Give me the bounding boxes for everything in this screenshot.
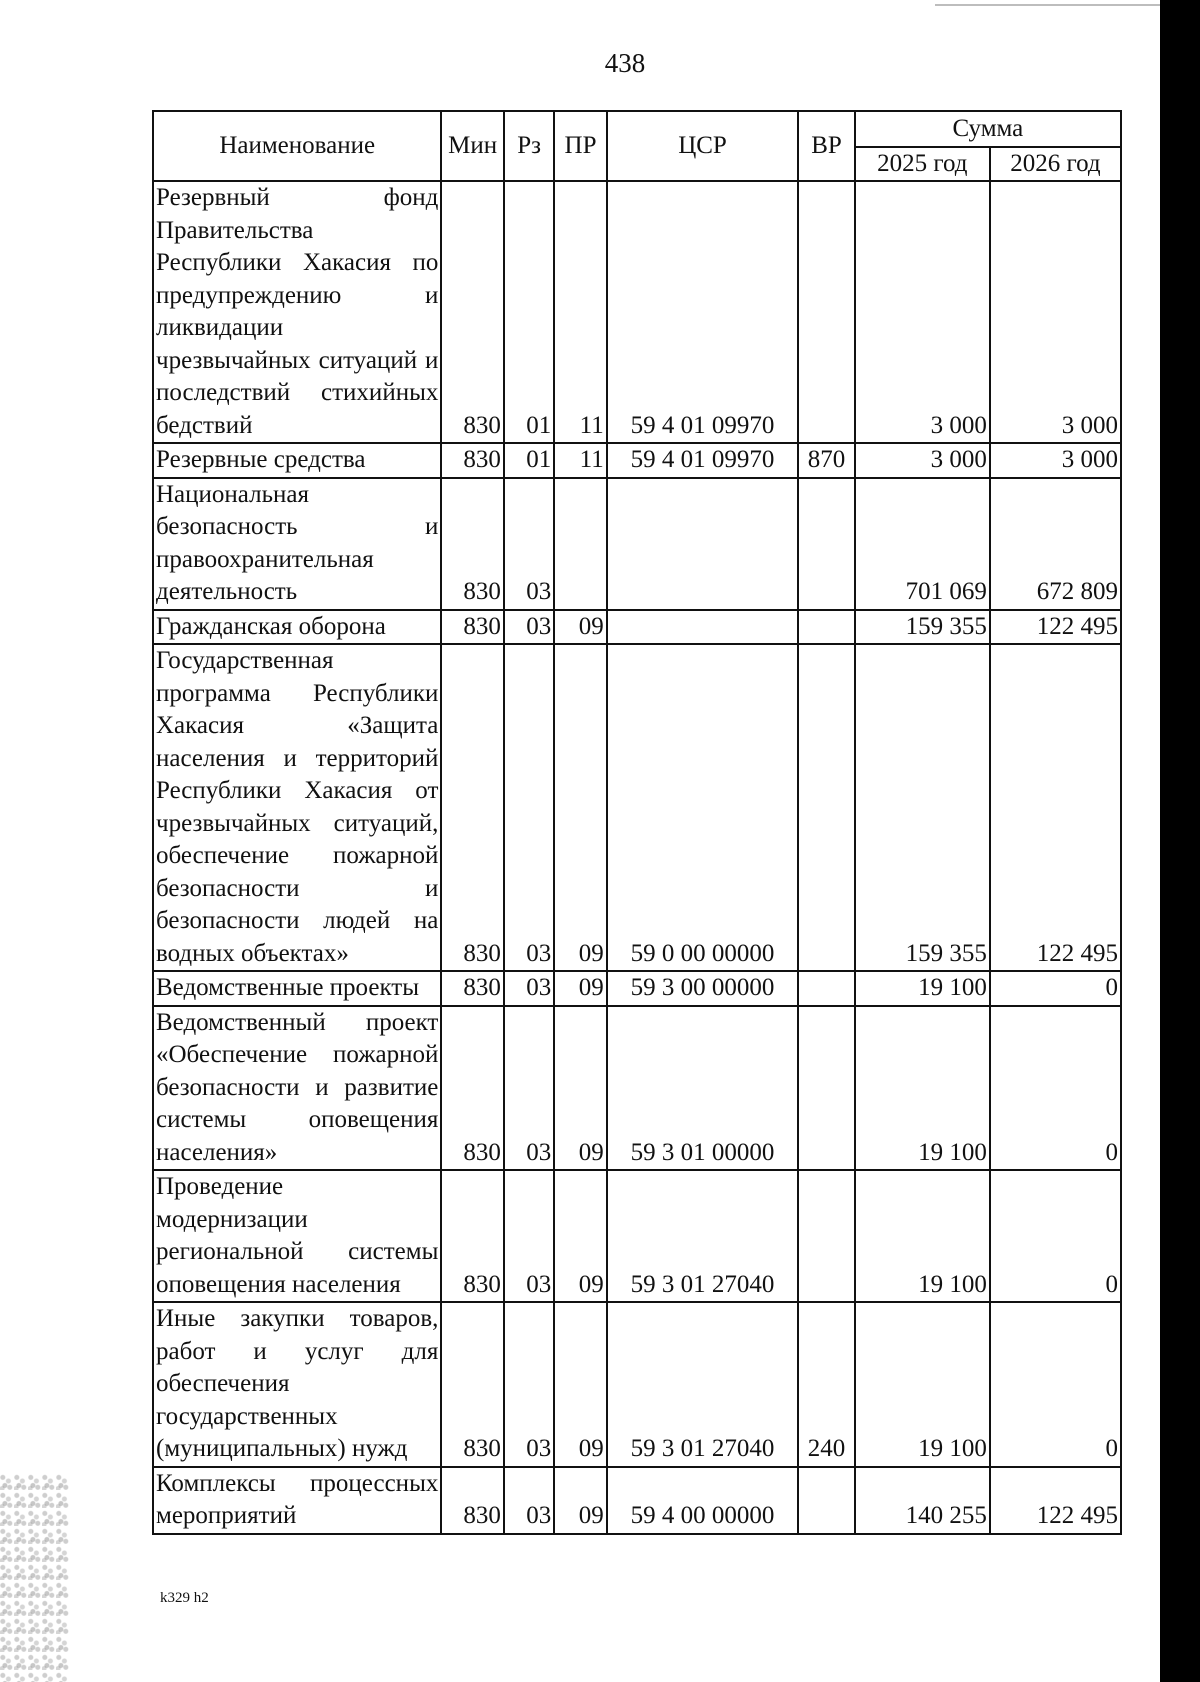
- cell-name: Ведомственные проекты: [153, 971, 441, 1006]
- header-vr: ВР: [798, 111, 854, 181]
- cell-pr: 09: [554, 1006, 606, 1171]
- cell-2026: 0: [990, 1170, 1121, 1302]
- cell-min: 830: [441, 1006, 504, 1171]
- cell-2025: 3 000: [855, 181, 990, 443]
- cell-2025: 159 355: [855, 644, 990, 971]
- header-sum: Сумма: [855, 111, 1121, 147]
- header-min: Мин: [441, 111, 504, 181]
- cell-csr: 59 3 00 00000: [607, 971, 799, 1006]
- cell-vr: [798, 1006, 854, 1171]
- cell-min: 830: [441, 478, 504, 610]
- table-row: [153, 1006, 1121, 1171]
- cell-min: 830: [441, 443, 504, 478]
- cell-vr: [798, 1170, 854, 1302]
- cell-2026: 0: [990, 971, 1121, 1006]
- cell-csr: [607, 478, 799, 610]
- cell-name: Резервные средства: [153, 443, 441, 478]
- cell-min: 830: [441, 1170, 504, 1302]
- table-row: [153, 971, 1121, 1006]
- cell-vr: [798, 1467, 854, 1534]
- cell-pr: 11: [554, 443, 606, 478]
- table-row: [153, 1467, 1121, 1534]
- cell-csr: 59 3 01 00000: [607, 1006, 799, 1171]
- cell-csr: 59 4 01 09970: [607, 181, 799, 443]
- table-row: [153, 443, 1121, 478]
- cell-2025: 19 100: [855, 1302, 990, 1467]
- table-row: [153, 610, 1121, 645]
- cell-pr: 09: [554, 1467, 606, 1534]
- table-row: [153, 644, 1121, 971]
- budget-table: [152, 110, 1122, 1535]
- cell-min: 830: [441, 1302, 504, 1467]
- cell-name: Иные закупки товаров, работ и услуг для обеспечения государственных (муниципальных) нужд: [153, 1302, 441, 1467]
- cell-2026: 3 000: [990, 443, 1121, 478]
- cell-2026: 122 495: [990, 610, 1121, 645]
- cell-rz: 03: [504, 610, 554, 645]
- cell-rz: 03: [504, 1302, 554, 1467]
- header-pr: ПР: [554, 111, 606, 181]
- cell-2026: 672 809: [990, 478, 1121, 610]
- cell-2026: 0: [990, 1302, 1121, 1467]
- table-row: [153, 478, 1121, 610]
- cell-rz: 01: [504, 443, 554, 478]
- footer-code: k329 h2: [160, 1590, 209, 1606]
- cell-vr: 870: [798, 443, 854, 478]
- cell-vr: [798, 971, 854, 1006]
- cell-rz: 03: [504, 971, 554, 1006]
- cell-pr: 09: [554, 971, 606, 1006]
- cell-csr: 59 0 00 00000: [607, 644, 799, 971]
- cell-min: 830: [441, 610, 504, 645]
- cell-pr: 09: [554, 1170, 606, 1302]
- cell-min: 830: [441, 971, 504, 1006]
- scan-speckle-artifact: [0, 1472, 70, 1682]
- cell-rz: 03: [504, 1006, 554, 1171]
- cell-2026: 122 495: [990, 644, 1121, 971]
- cell-vr: [798, 644, 854, 971]
- cell-2025: 701 069: [855, 478, 990, 610]
- table-row: [153, 1302, 1121, 1467]
- cell-min: 830: [441, 181, 504, 443]
- cell-csr: 59 3 01 27040: [607, 1170, 799, 1302]
- cell-2026: 122 495: [990, 1467, 1121, 1534]
- cell-vr: 240: [798, 1302, 854, 1467]
- header-name: Наименование: [153, 111, 441, 181]
- cell-name: Гражданская оборона: [153, 610, 441, 645]
- table-header: [153, 111, 1121, 181]
- cell-rz: 03: [504, 1467, 554, 1534]
- cell-csr: [607, 610, 799, 645]
- cell-name: Резервный фонд Правительства Республики Хакасия по предупреждению и ликвидации чрезвычайных ситуаций и последствий стихийных бедствий: [153, 181, 441, 443]
- cell-pr: 09: [554, 610, 606, 645]
- scan-artifact-top-line: [935, 4, 1165, 6]
- cell-rz: 03: [504, 644, 554, 971]
- cell-2025: 19 100: [855, 1006, 990, 1171]
- table-row: [153, 1170, 1121, 1302]
- cell-pr: 09: [554, 644, 606, 971]
- cell-pr: [554, 478, 606, 610]
- cell-csr: 59 4 00 00000: [607, 1467, 799, 1534]
- cell-2026: 0: [990, 1006, 1121, 1171]
- cell-pr: 11: [554, 181, 606, 443]
- cell-2025: 3 000: [855, 443, 990, 478]
- cell-vr: [798, 610, 854, 645]
- cell-csr: 59 4 01 09970: [607, 443, 799, 478]
- cell-vr: [798, 478, 854, 610]
- page-number: 438: [604, 48, 646, 78]
- cell-name: Комплексы процессных мероприятий: [153, 1467, 441, 1534]
- header-rz: Рз: [504, 111, 554, 181]
- cell-min: 830: [441, 1467, 504, 1534]
- header-year-2025: 2025 год: [855, 147, 990, 181]
- table-body: [153, 181, 1121, 1534]
- cell-rz: 03: [504, 1170, 554, 1302]
- cell-2025: 19 100: [855, 1170, 990, 1302]
- cell-name: Национальная безопасность и правоохранительная деятельность: [153, 478, 441, 610]
- header-year-2026: 2026 год: [990, 147, 1121, 181]
- cell-2025: 140 255: [855, 1467, 990, 1534]
- table-row: [153, 181, 1121, 443]
- cell-2025: 159 355: [855, 610, 990, 645]
- cell-rz: 03: [504, 478, 554, 610]
- header-csr: ЦСР: [607, 111, 799, 181]
- scan-dark-edge: [1160, 0, 1200, 1682]
- cell-rz: 01: [504, 181, 554, 443]
- cell-2025: 19 100: [855, 971, 990, 1006]
- cell-name: Ведомственный проект «Обеспечение пожарной безопасности и развитие системы оповещения населения»: [153, 1006, 441, 1171]
- cell-name: Государственная программа Республики Хакасия «Защита населения и территорий Республики Хакасия от чрезвычайных ситуаций, обеспечение пожарной безопасности и безопасности людей на водных объектах»: [153, 644, 441, 971]
- cell-2026: 3 000: [990, 181, 1121, 443]
- cell-vr: [798, 181, 854, 443]
- cell-name: Проведение модернизации региональной системы оповещения населения: [153, 1170, 441, 1302]
- cell-pr: 09: [554, 1302, 606, 1467]
- cell-csr: 59 3 01 27040: [607, 1302, 799, 1467]
- cell-min: 830: [441, 644, 504, 971]
